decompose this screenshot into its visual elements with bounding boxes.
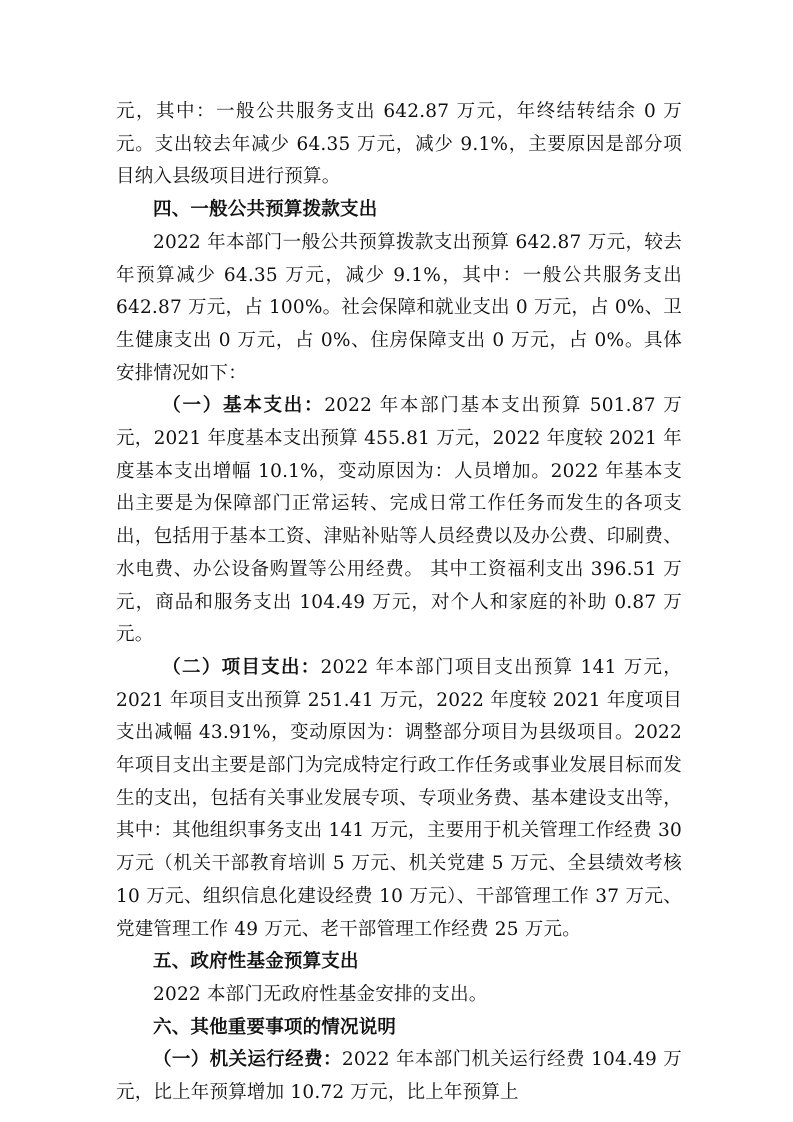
- operating-expenses-text: 2022 年本部门机关运行经费 104.49 万元，比上年预算增加 10.72 万元，比上年预算上: [116, 1049, 682, 1104]
- operating-expenses-lead: （一）机关运行经费：: [153, 1049, 342, 1071]
- section-heading-5: 五、政府性基金预算支出: [153, 951, 359, 973]
- basic-expenditure-text: 2022 年本部门基本支出预算 501.87 万元，2021 年度基本支出预算 455.81 万元，2022 年度较 2021 年度基本支出增幅 10.1%，变动原因为：人员增加。2022 年基本支出主要是为保障部门正常运转、完成日常工作任务而发生的各项支出，包括用于基本工资、津贴补贴等人员经费以及办公费、印刷费、水电费、办公设备购置等公用经费。 其中工资福利支出 396.51 万元，商品和服务支出 104.49 万元，对个人和家庭的补助 0.87 万元。: [116, 395, 682, 646]
- paragraph-section-4: 2022 年本部门一般公共预算拨款支出预算 642.87 万元，较去年预算减少 64.35 万元，减少 9.1%，其中：一般公共服务支出 642.87 万元，占 100%。社会保障和就业支出 0 万元，占 0%、卫生健康支出 0 万元，占 0%、住房保障支出 0 万元，占 0%。具体安排情况如下：: [116, 231, 682, 384]
- basic-expenditure-lead: （一）基本支出：: [162, 395, 325, 417]
- section-heading-6: 六、其他重要事项的情况说明: [153, 1016, 397, 1038]
- section-heading-4: 四、一般公共预算拨款支出: [153, 199, 378, 221]
- project-expenditure-text: 2022 年本部门项目支出预算 141 万元，2021 年项目支出预算 251.41 万元，2022 年度较 2021 年度项目支出减幅 43.91%，变动原因为：调整部分项目为县级项目。2022 年项目支出主要是部门为完成特定行政工作任务或事业发展目标而发生的支出，包括有关事业发展专项、专项业务费、基本建设支出等，其中：其他组织事务支出 141 万元，主要用于机关管理工作经费 30 万元（机关干部教育培训 5 万元、机关党建 5 万元、全县绩效考核 10 万元、组织信息化建设经费 10 万元）、干部管理工作 37 万元、党建管理工作 49 万元、老干部管理工作经费 25 万元。: [116, 656, 682, 940]
- paragraph-intro-continuation: 元，其中：一般公共服务支出 642.87 万元，年终结转结余 0 万元。支出较去年减少 64.35 万元，减少 9.1%，主要原因是部分项目纳入县级项目进行预算。: [116, 101, 682, 188]
- project-expenditure-lead: （二）项目支出：: [162, 656, 321, 678]
- paragraph-section-5: 2022 本部门无政府性基金安排的支出。: [153, 983, 488, 1005]
- document-page: [116, 96, 682, 1110]
- paragraph-project-expenditure: [116, 652, 682, 946]
- paragraph-basic-expenditure: [116, 390, 682, 652]
- paragraph-operating-expenses: [116, 1044, 682, 1109]
